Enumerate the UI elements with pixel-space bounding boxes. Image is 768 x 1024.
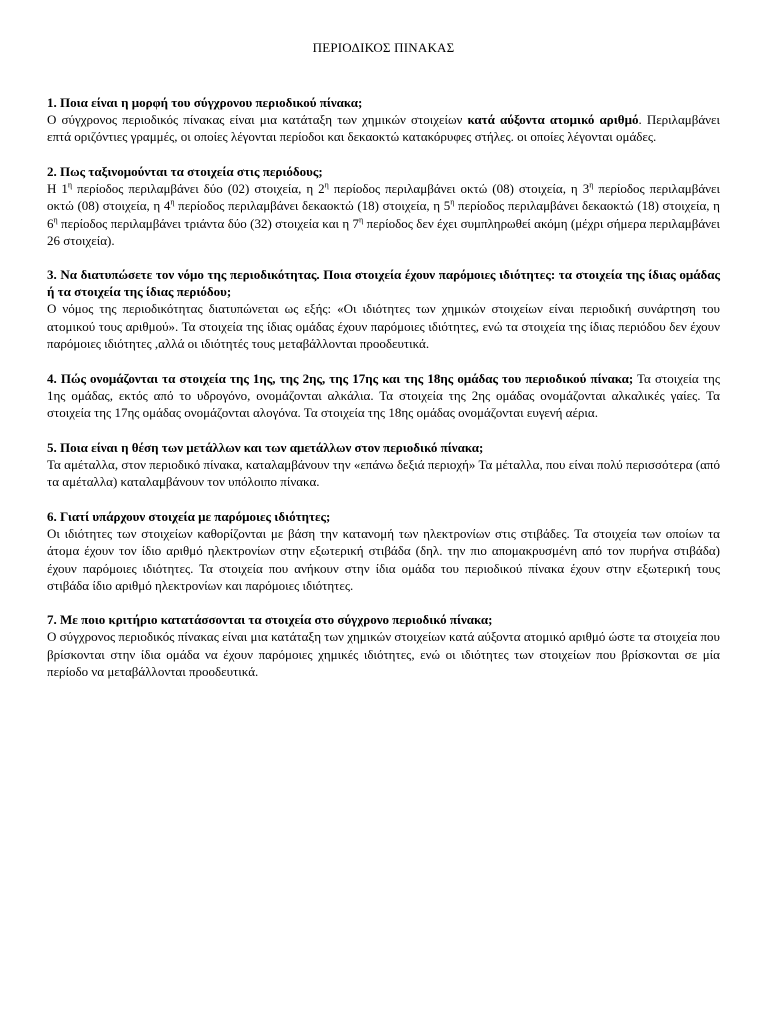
ordinal-superscript: η <box>359 215 364 225</box>
answer-4 <box>47 370 720 422</box>
ordinal-superscript: η <box>67 180 73 190</box>
section-5 <box>47 439 720 491</box>
question-6: 6. Γιατί υπάρχουν στοιχεία με παρόμοιες ιδιότητες; <box>47 508 331 524</box>
ordinal-superscript: η <box>53 215 58 225</box>
answer-2-part: περίοδος περιλαμβάνει τριάντα δύο (32) στοιχεία και η 7 <box>57 215 360 231</box>
answer-5: Τα αμέταλλα, στον περιοδικό πίνακα, καταλαμβάνουν την «επάνω δεξιά περιοχή» Τα μέταλλα, που είναι πολύ περισσότερα (από τα αμέταλλα) καταλαμβάνουν τον υπόλοιπο πίνακα. <box>47 456 720 490</box>
question-1: 1. Ποια είναι η μορφή του σύγχρονου περιοδικού πίνακα; <box>47 95 363 110</box>
answer-7: Ο σύγχρονος περιοδικός πίνακας είναι μια κατάταξη των χημικών στοιχείων κατά αύξοντα ατομικό αριθμό ώστε τα στοιχεία που βρίσκονται στην ίδια ομάδα να έχουν παρόμοιες χημικές ιδιότητες, ενώ οι ιδιότητες των στοιχείων που βρίσκονται σε μία περίοδο να μεταβάλλονται προοδευτικά. <box>47 629 720 680</box>
answer-1 <box>47 111 720 146</box>
answer-2-part: Η 1 <box>47 180 68 196</box>
section-3 <box>47 266 720 352</box>
question-4: 4. Πώς ονομάζονται τα στοιχεία της 1ης, της 2ης, της 17ης και της 18ης ομάδας του περιοδικού πίνακα; <box>47 370 634 386</box>
answer-4-text: Τα στοιχεία της 1ης ομάδας, εκτός από το υδρογόνο, ονομάζονται αλκάλια. Τα στοιχεία της 2ης ομάδας ονομάζονται αλκαλικές γαίες. Τα στοιχεία της 17ης ομάδας ονομάζονται αλογόνα. Τα στοιχεία της 18ης ομάδας ονομάζονται ευγενή αέρια. <box>47 370 720 421</box>
section-1 <box>47 94 720 146</box>
question-5: 5. Ποια είναι η θέση των μετάλλων και των αμετάλλων στον περιοδικό πίνακα; <box>47 439 484 455</box>
ordinal-superscript: η <box>589 180 594 190</box>
answer-1-text-a: Ο σύγχρονος περιοδικός πίνακας είναι μια κατάταξη των χημικών στοιχείων <box>47 112 468 127</box>
answer-2-part: περίοδος περιλαμβάνει οκτώ (08) στοιχεία, η 4 <box>47 180 721 214</box>
answer-2-part: περίοδος δεν έχει συμπληρωθεί ακόμη (μέχρι σήμερα περιλαμβάνει 26 στοιχεία). <box>47 215 720 249</box>
answer-2-part: περίοδος περιλαμβάνει δύο (02) στοιχεία, η 2 <box>72 180 325 196</box>
section-2 <box>47 163 720 250</box>
ordinal-superscript: η <box>324 180 329 190</box>
answer-1-bold: κατά αύξοντα ατομικό αριθμό <box>467 112 639 127</box>
answer-2 <box>47 180 720 250</box>
answer-2-part: περίοδος περιλαμβάνει οκτώ (08) στοιχεία, η 3 <box>328 180 590 196</box>
question-3: 3. Να διατυπώσετε τον νόμο της περιοδικότητας. Ποια στοιχεία έχουν παρόμοιες ιδιότητες: τα στοιχεία της ίδιας ομάδας ή τα στοιχεία της ίδιας περιόδου; <box>47 267 720 300</box>
question-2: 2. Πως ταξινομούνται τα στοιχεία στις περιόδους; <box>47 163 323 179</box>
ordinal-superscript: η <box>450 197 455 207</box>
answer-6: Οι ιδιότητες των στοιχείων καθορίζονται με βάση την κατανομή των ηλεκτρονίων στις στιβάδες. Τα στοιχεία των οποίων τα άτομα έχουν τον ίδιο αριθμό ηλεκτρονίων στην εξωτερική στιβάδα (δηλ. την πιο απομακρυσμένη από τον πυρήνα στιβάδα) έχουν παρόμοιες ιδιότητες. Τα στοιχεία που ανήκουν στην ίδια ομάδα του περιοδικού πίνακα έχουν στην εξωτερική τους στιβάδα ίδιο αριθμό ηλεκτρονίων και παρόμοιες ιδιότητες. <box>47 525 720 593</box>
section-6 <box>47 508 720 595</box>
document-title: ΠΕΡΙΟΔΙΚΟΣ ΠΙΝΑΚΑΣ <box>312 40 455 55</box>
ordinal-superscript: η <box>170 197 175 207</box>
answer-2-part: περίοδος περιλαμβάνει δεκαοκτώ (18) στοιχεία, η 6 <box>47 198 720 231</box>
answer-1-text-b: . Περιλαμβάνει επτά οριζόντιες γραμμές, οι οποίες λέγονται περίοδοι και δεκαοκτώ κατακόρυφες στήλες. οι οποίες λέγονται ομάδες. <box>47 112 720 145</box>
section-4 <box>47 370 720 422</box>
answer-3: Ο νόμος της περιοδικότητας διατυπώνεται ως εξής: «Οι ιδιότητες των χημικών στοιχείων είναι περιοδική συνάρτηση του ατομικού τους αριθμού». Τα στοιχεία της ίδιας ομάδας έχουν παρόμοιες ιδιότητες, ενώ τα στοιχεία της ίδιας περιόδου δεν έχουν παρόμοιες ιδιότητες ,αλλά οι ιδιότητές τους μεταβάλλονται προοδευτικά. <box>47 301 720 352</box>
answer-2-part: περίοδος περιλαμβάνει δεκαοκτώ (18) στοιχεία, η 5 <box>174 198 451 214</box>
question-7: 7. Με ποιο κριτήριο κατατάσσονται τα στοιχεία στο σύγχρονο περιοδικό πίνακα; <box>47 612 493 628</box>
section-7 <box>47 611 720 680</box>
